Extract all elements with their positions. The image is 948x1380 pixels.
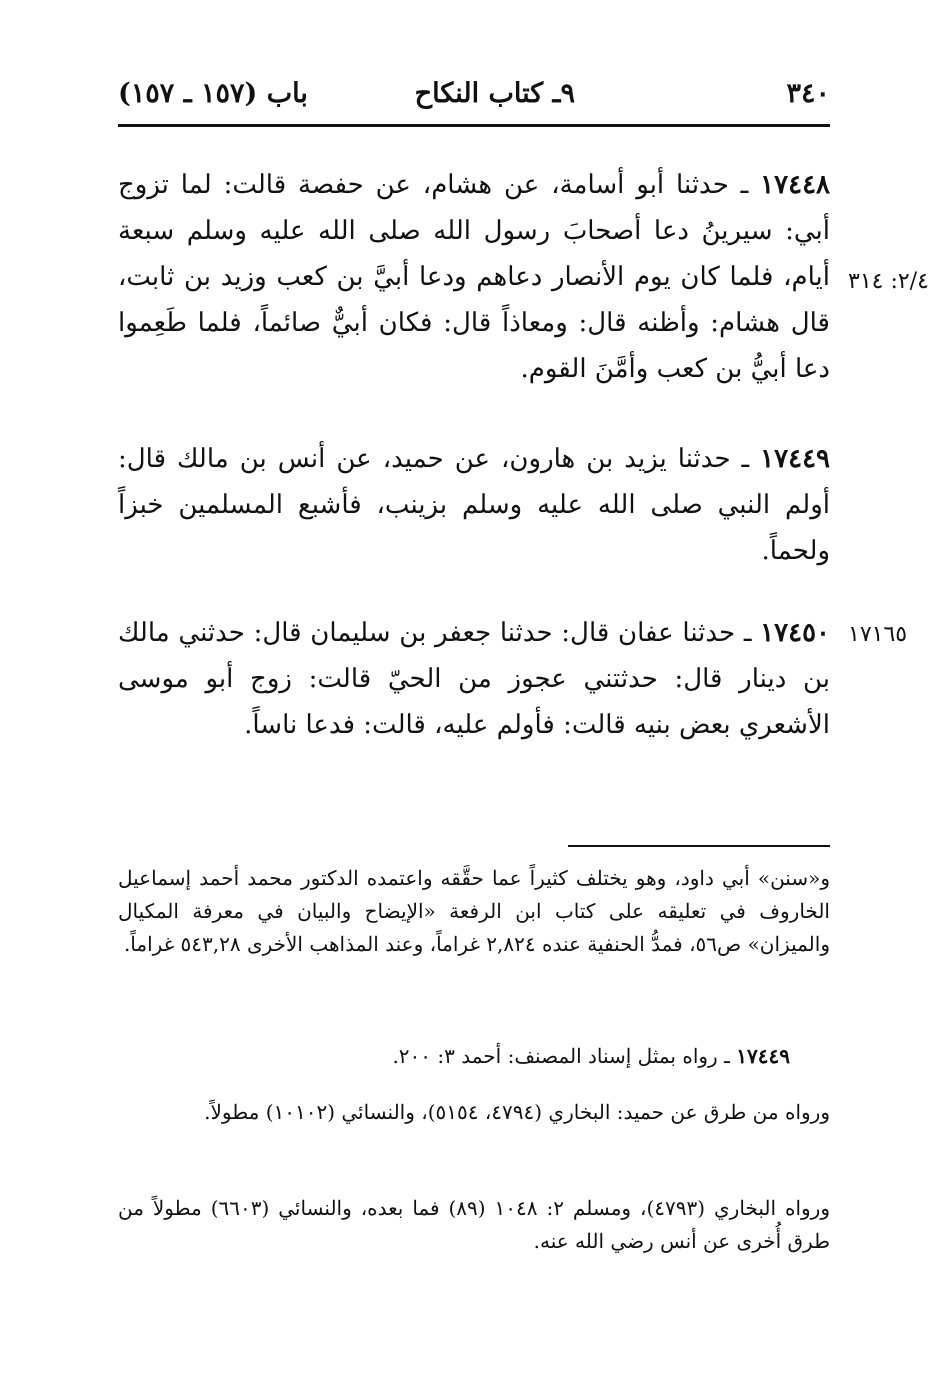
page-header — [118, 78, 830, 122]
header-rule — [118, 124, 830, 127]
hadith-17450 — [118, 610, 830, 748]
margin-reference: ٢/٤: ٣١٤ — [848, 269, 929, 294]
hadith-text: ـ حدثنا عفان قال: حدثنا جعفر بن سليمان قال: حدثني مالك بن دينار قال: حدثتني عجوز من الحيّ قالت: زوج أبو موسى الأشعري بعض بنيه قالت: فأولم عليه، قالت: فدعا ناساً. — [118, 618, 830, 740]
footnote-text: ـ رواه بمثل إسناد المصنف: أحمد ٣: ٢٠٠. — [392, 1044, 737, 1068]
hadith-17449 — [118, 436, 830, 574]
hadith-17448 — [118, 162, 830, 392]
footnote-paragraph: ورواه البخاري (٤٧٩٣)، ومسلم ٢: ١٠٤٨ (٨٩) فما بعده، والنسائي (٦٦٠٣) مطولاً من طرق أُخرى عن أنس رضي الله عنه. — [118, 1196, 830, 1253]
footnote-rule — [568, 845, 830, 847]
margin-reference: ١٧١٦٥ — [848, 622, 908, 647]
footnote-paragraph: ورواه من طرق عن حميد: البخاري (٤٧٩٤، ٥١٥٤)، والنسائي (١٠١٠٢) مطولاً. — [204, 1100, 830, 1124]
hadith-text: ـ حدثنا يزيد بن هارون، عن حميد، عن أنس بن مالك قال: أولم النبي صلى الله عليه وسلم بزينب، فأشبع المسلمين خبزاً ولحماً. — [118, 444, 830, 566]
footnote-17449 — [118, 1040, 830, 1073]
footnote-number: ١٧٤٤٩ — [736, 1044, 790, 1068]
hadith-number: ١٧٤٥٠ — [760, 618, 830, 648]
chapter-heading: باب (١٥٧ ـ ١٥٧) — [118, 78, 308, 109]
hadith-number: ١٧٤٤٩ — [760, 444, 830, 474]
hadith-number: ١٧٤٤٨ — [760, 170, 830, 200]
page-number: ٣٤٠ — [786, 78, 830, 109]
hadith-text: ـ حدثنا أبو أسامة، عن هشام، عن حفصة قالت: لما تزوج أبي: سيرينُ دعا أصحابَ رسول الله صلى الله عليه وسلم سبعة أيام، فلما كان يوم الأنصار دعاهم ودعا أبيَّ بن كعب وزيد بن ثابت، قال هشام: وأظنه قال: ومعاذاً قال: فكان أبيٌّ صائماً، فلما طَعِموا دعا أبيُّ بن كعب وأمَّنَ القوم. — [118, 170, 830, 384]
footnote-continuation: و«سنن» أبي داود، وهو يختلف كثيراً عما حقَّقه واعتمده الدكتور محمد أحمد إسماعيل الخاروف في تعليقه على كتاب ابن الرفعة «الإيضاح والبيان في معرفة المكيال والميزان» ص٥٦، فمدُّ الحنفية عنده ٢,٨٢٤ غراماً، وعند المذاهب الأخرى ٥٤٣,٢٨ غراماً. — [118, 866, 830, 956]
book-title: ٩ـ كتاب النكاح — [414, 78, 575, 109]
